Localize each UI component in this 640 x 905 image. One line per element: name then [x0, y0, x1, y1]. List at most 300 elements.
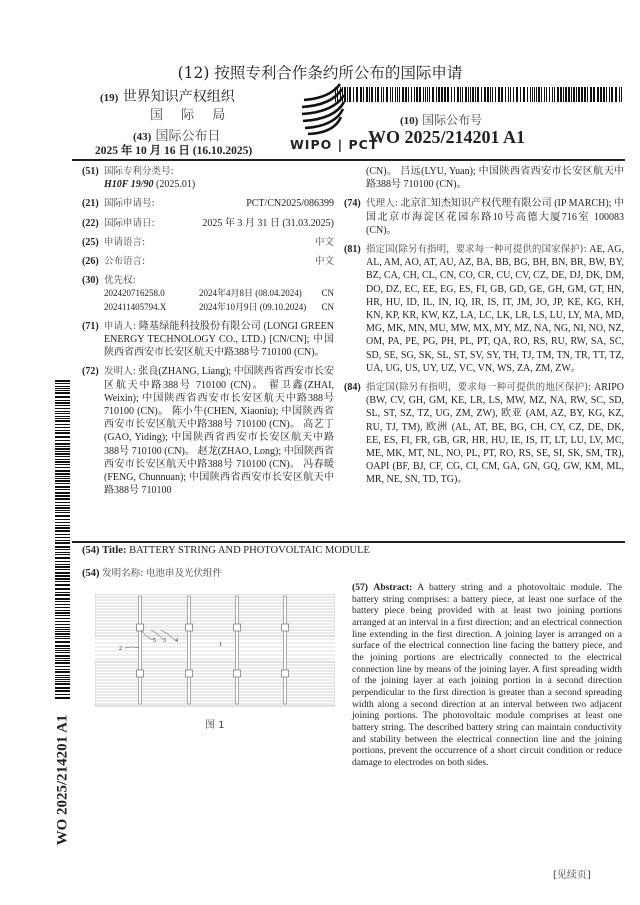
barcode-bar	[390, 87, 391, 102]
field-84-designated-regions	[344, 381, 624, 487]
barcode-bar	[557, 87, 559, 102]
barcode-bar	[55, 648, 70, 649]
barcode-bar	[530, 87, 531, 102]
barcode-bar	[55, 660, 70, 661]
barcode-bar	[552, 87, 553, 102]
barcode-bar	[55, 641, 70, 643]
connection-line	[139, 596, 142, 704]
connection-line	[236, 596, 239, 704]
barcode-bar	[55, 525, 70, 526]
barcode-bar	[408, 87, 409, 102]
barcode-bar	[470, 87, 471, 102]
barcode-bar	[427, 87, 428, 102]
barcode-bar	[419, 87, 421, 102]
barcode-bar	[55, 461, 70, 463]
barcode-bar	[55, 424, 70, 425]
continued-on-next-page: [见续页]	[553, 870, 591, 881]
barcode-bar	[371, 87, 373, 102]
barcode-bar	[55, 420, 70, 422]
barcode-bar	[55, 527, 70, 529]
barcode-bar	[490, 87, 491, 102]
field-value: 中文	[314, 256, 334, 268]
applicant-text: 隆基绿能科技股份有限公司 (LONGI GREEN ENERGY TECHNOLOGY CO., LTD.) [CN/CN]; 中国陕西省西安市长安区航天中路388号 710100 (CN)。	[104, 320, 335, 359]
joining-pad	[137, 670, 144, 677]
barcode-bar	[55, 549, 70, 550]
barcode-bar	[55, 436, 70, 438]
bibliographic-left-column	[82, 165, 334, 503]
barcode-bar	[366, 87, 368, 102]
figure-1-drawing	[95, 594, 335, 714]
field-code: (22)	[82, 217, 99, 229]
title-divider	[72, 541, 625, 543]
title-text: BATTERY STRING AND PHOTOVOLTAIC MODULE	[129, 545, 370, 556]
barcode-bar	[353, 87, 354, 102]
barcode-bar	[55, 618, 70, 619]
barcode-bar	[55, 683, 70, 685]
barcode-bar	[55, 383, 70, 384]
barcode-bar	[381, 87, 382, 102]
barcode-bar	[55, 598, 70, 600]
barcode-bar	[55, 607, 70, 608]
barcode-bar	[55, 666, 70, 667]
field-label: 申请语言:	[104, 236, 146, 248]
barcode-bar	[581, 87, 583, 102]
field-label: 国际专利分类号:	[104, 166, 174, 177]
barcode-bar	[563, 87, 564, 102]
barcode-bar	[615, 87, 617, 102]
barcode-bar	[549, 87, 550, 102]
barcode-bar	[55, 627, 70, 628]
barcode-bar	[441, 87, 443, 102]
barcode-bar	[527, 87, 528, 102]
joining-pad	[137, 624, 144, 631]
barcode-bar	[55, 675, 70, 676]
barcode-bar	[55, 515, 70, 517]
barcode-bar	[425, 87, 426, 102]
barcode-bar	[55, 495, 70, 497]
barcode-bar	[487, 87, 489, 102]
barcode-bar	[460, 87, 461, 102]
barcode-bar	[55, 629, 70, 630]
barcode-bar	[397, 87, 398, 102]
field-26-publication-language	[82, 255, 334, 268]
barcode-bar	[481, 87, 482, 102]
barcode-bar	[508, 87, 509, 102]
barcode-bar	[55, 540, 70, 541]
priority-number: 202420716258.0	[104, 288, 165, 299]
barcode-bar	[347, 87, 348, 102]
barcode-bar	[416, 87, 418, 102]
barcode-bar	[55, 621, 70, 622]
field-71-applicant	[82, 320, 334, 360]
field-label: 优先权:	[104, 275, 136, 287]
barcode-bar	[55, 386, 70, 387]
barcode-bar	[55, 601, 70, 602]
barcode-bar	[584, 87, 586, 102]
barcode-bar	[538, 87, 540, 102]
barcode-bar	[386, 87, 388, 102]
priority-date: 2024年4月8日 (08.04.2024)	[199, 288, 302, 299]
field-25-filing-language	[82, 236, 334, 249]
field-label: 代理人:	[366, 198, 398, 210]
title-code: (54)	[82, 568, 100, 579]
barcode-bar	[576, 87, 577, 102]
field-74-agent	[344, 197, 624, 237]
field-21-application-number	[82, 197, 334, 210]
field-51-classification	[82, 165, 334, 191]
priority-number: 202411405794.X	[104, 301, 167, 312]
barcode-bar	[55, 554, 70, 555]
title-text: 电池串及光伏组件	[145, 568, 222, 579]
barcode-bar	[356, 87, 358, 102]
barcode-bar	[55, 575, 70, 577]
barcode-bar	[55, 400, 70, 401]
barcode-bar	[600, 87, 602, 102]
barcode-bar	[392, 87, 393, 102]
barcode-bar	[55, 476, 70, 477]
regional-states-text: ARIPO (BW, CV, GH, GM, KE, LR, LS, MW, MZ, NA, RW, SC, SD, SL, ST, SZ, TZ, UG, ZM, ZW), 欧亚 (AM, AZ, BY, KG, KZ, RU, TJ, TM), 欧洲 (AL, AT, BE, BG, CH, CY, CZ, DE, DK, EE, ES, FI, FR, GB, GR, HR, HU, IE, IS, IT, LT, LU, LV, MC, ME, MK, MT, NL, NO, PL, PT, RO, RS, SE, SI, SK, SM, TR), OAPI (BF, BJ, CF, CG, CI, CM, GA, GN, GQ, GW, KM, ML, MR, NE, SN, TD, TG)。	[366, 382, 624, 486]
barcode-bar	[55, 694, 70, 695]
connection-line	[284, 596, 287, 704]
publication-date: 2025 年 10 月 16 日 (16.10.2025)	[95, 145, 253, 157]
barcode-bar	[472, 87, 474, 102]
barcode-bar	[55, 681, 70, 682]
barcode-bar	[546, 87, 547, 102]
publication-number-label	[400, 111, 482, 128]
barcode-bar	[55, 557, 70, 559]
barcode-bar	[590, 87, 592, 102]
barcode-bar	[510, 87, 511, 102]
figure-reference-label: 1	[219, 642, 222, 648]
barcode-bar	[55, 697, 70, 699]
barcode-bar	[55, 456, 70, 457]
barcode-bar	[55, 459, 70, 460]
barcode-bar	[395, 87, 396, 102]
field-code: (21)	[82, 198, 99, 210]
barcode-bar	[498, 87, 500, 102]
joining-pad	[282, 624, 289, 631]
barcode-bar	[568, 87, 570, 102]
field-81-designated-states	[344, 243, 624, 375]
barcode-bar	[536, 87, 537, 102]
barcode-bar	[55, 633, 70, 635]
barcode-bar	[55, 537, 70, 538]
barcode-bar	[606, 87, 607, 102]
chinese-title	[82, 565, 222, 579]
national-states-text: AE, AG, AL, AM, AO, AT, AU, AZ, BA, BB, BG, BH, BN, BR, BW, BY, BZ, CA, CH, CL, CN, CO, CR, CU, CV, CZ, DE, DJ, DK, DM, DO, DZ, EC, EE, EG, ES, FI, GB, GD, GE, GH, GM, GT, HN, HR, HU, ID, IL, IN, IQ, IR, IS, IT, JM, JO, JP, KE, KG, KH, KN, KP, KR, KW, KZ, LA, LC, LK, LR, LS, LU, LY, MA, MD, MG, MK, MN, MU, MW, MX, MY, MZ, NA, NG, NI, NO, NZ, OM, PA, PE, PG, PH, PL, PT, QA, RO, RS, RU, RW, SA, SC, SD, SE, SG, SK, SL, ST, SV, SY, TH, TJ, TM, TN, TR, TT, TZ, UA, UG, US, UY, UZ, VC, VN, WS, ZA, ZM, ZW。	[366, 244, 624, 374]
field-label: 指定国(除另有指明，要求每一种可提供的国家保护):	[366, 244, 587, 256]
barcode-bar	[55, 478, 70, 479]
joining-pad	[234, 624, 241, 631]
barcode-bar	[492, 87, 493, 102]
field-code: (72)	[82, 366, 99, 378]
barcode-bar	[55, 388, 70, 389]
barcode-bar	[55, 430, 70, 431]
barcode-bar	[55, 498, 70, 500]
abstract-label: Abstract:	[373, 582, 413, 593]
ipc-version: (2025.01)	[153, 179, 196, 191]
barcode-bar	[468, 87, 469, 102]
barcode-bar	[55, 486, 70, 488]
barcode-bar	[55, 669, 70, 670]
barcode-bar	[55, 655, 70, 657]
field-value: 中文	[314, 236, 334, 248]
barcode-bar	[619, 87, 620, 102]
barcode-bar	[55, 650, 70, 651]
barcode-bar	[55, 561, 70, 562]
barcode-bar	[383, 87, 384, 102]
barcode-bar	[337, 87, 338, 102]
barcode-bar	[363, 87, 364, 102]
barcode-bar	[55, 546, 70, 548]
organization-bureau: 国 际 局	[150, 108, 233, 123]
barcode-bar	[55, 658, 70, 659]
barcode-bar	[603, 87, 605, 102]
barcode-bar	[423, 87, 424, 102]
barcode-bar	[532, 87, 533, 102]
barcode-bar	[335, 87, 336, 102]
vertical-publication-number: WO 2025/214201 A1	[54, 714, 71, 846]
joining-pad	[186, 670, 193, 677]
field-code: (81)	[344, 244, 361, 256]
barcode-bar	[621, 87, 622, 102]
field-value: PCT/CN2025/086399	[246, 198, 334, 210]
barcode-bar	[438, 87, 440, 102]
org-code: (19)	[100, 92, 119, 104]
barcode-bar	[349, 87, 351, 102]
abstract-code: (57)	[352, 582, 368, 593]
barcode-bar	[55, 505, 70, 506]
barcode-bar	[565, 87, 567, 102]
field-72-inventors-continued	[344, 165, 624, 191]
barcode-bar	[477, 87, 479, 102]
barcode-bar	[344, 87, 346, 102]
priority-country: CN	[321, 301, 334, 312]
barcode-bar	[55, 443, 70, 445]
inventors-continued-text: (CN)。 吕远(LYU, Yuan); 中国陕西省西安市长安区航天中路388号 710100 (CN)。	[366, 166, 624, 191]
barcode-bar	[597, 87, 599, 102]
barcode-bar	[55, 480, 70, 482]
barcode-bar	[55, 427, 70, 428]
barcode-bar	[55, 392, 70, 394]
pub-no-label: 国际公布号	[422, 113, 483, 127]
pub-no-code: (10)	[400, 115, 419, 127]
field-72-inventors	[82, 365, 334, 497]
barcode-bar	[55, 534, 70, 535]
barcode-bar	[447, 87, 449, 102]
figure-reference-label: 4	[175, 638, 178, 644]
english-title	[82, 545, 370, 556]
barcode-bar	[55, 453, 70, 455]
barcode-bar	[55, 432, 70, 434]
barcode-bar	[55, 610, 70, 611]
barcode-bar	[55, 687, 70, 689]
organization-name	[100, 86, 235, 106]
field-30-priority	[82, 274, 334, 314]
figure-reference-label: 5	[153, 638, 156, 644]
barcode-bar	[340, 87, 341, 102]
pub-date-code: (43)	[133, 131, 152, 143]
figure-caption: 图 1	[205, 720, 225, 731]
joining-pad	[282, 670, 289, 677]
title-label: Title:	[102, 545, 127, 556]
barcode-bar	[593, 87, 595, 102]
barcode-bar	[571, 87, 572, 102]
barcode-bar	[55, 402, 70, 404]
barcode-bar	[55, 592, 70, 593]
barcode-bar	[55, 390, 70, 391]
barcode-bar	[55, 396, 70, 398]
barcode-bar	[375, 87, 376, 102]
barcode-bar	[55, 489, 70, 490]
barcode-bar	[55, 604, 70, 605]
barcode-bar	[411, 87, 412, 102]
barcode-bar	[55, 569, 70, 570]
barcode-bar	[432, 87, 434, 102]
barcode-bar	[516, 87, 518, 102]
barcode-bar	[55, 638, 70, 639]
barcode-bar	[501, 87, 503, 102]
barcode-bar	[55, 631, 70, 632]
barcode-bar	[513, 87, 514, 102]
priority-country: CN	[321, 288, 334, 299]
barcode-bar	[55, 446, 70, 447]
barcode-bar	[55, 413, 70, 414]
header-divider	[72, 159, 625, 161]
barcode-bar	[414, 87, 415, 102]
barcode-bar	[399, 87, 400, 102]
barcode-bar	[377, 87, 379, 102]
barcode-bar	[451, 87, 452, 102]
barcode-bar	[541, 87, 542, 102]
barcode-bar	[444, 87, 446, 102]
barcode-bar	[520, 87, 521, 102]
barcode-bar	[609, 87, 610, 102]
barcode-bar	[611, 87, 613, 102]
barcode-bar	[55, 411, 70, 412]
field-22-filing-date	[82, 217, 334, 230]
field-code: (71)	[82, 320, 99, 332]
barcode-bar	[55, 552, 70, 553]
field-label: 申请人:	[104, 320, 137, 332]
barcode-bar	[55, 584, 70, 586]
barcode-bar	[55, 581, 70, 582]
barcode-bar	[55, 470, 70, 472]
barcode-bar	[544, 87, 545, 102]
barcode-bar	[55, 594, 70, 596]
barcode-bar	[578, 87, 580, 102]
barcode-bar	[573, 87, 575, 102]
bibliographic-right-column	[344, 165, 624, 493]
barcode-bar	[55, 636, 70, 637]
barcode-bar	[342, 87, 343, 102]
barcode-bar	[429, 87, 430, 102]
barcode-bar	[587, 87, 588, 102]
barcode-bar	[55, 467, 70, 468]
barcode-bar	[55, 512, 70, 513]
barcode-bar	[505, 87, 506, 102]
priority-row	[104, 287, 334, 300]
barcode-bar	[457, 87, 459, 102]
barcode-bar	[495, 87, 496, 102]
barcode-bar	[55, 473, 70, 475]
priority-date: 2024年10月9日 (09.10.2024)	[199, 301, 307, 312]
barcode-bar	[55, 418, 70, 419]
barcode-bar	[55, 416, 70, 417]
field-label: 公布语言:	[104, 256, 146, 268]
figure-reference-label: 2	[119, 646, 122, 652]
barcode-bar	[462, 87, 463, 102]
barcode-bar	[55, 502, 70, 503]
barcode-bar	[55, 507, 70, 509]
barcode-bar	[484, 87, 486, 102]
inventors-text: 张良(ZHANG, Liang); 中国陕西省西安市长安区航天中路388号 710100 (CN)。 翟卫鑫(ZHAI, Weixin); 中国陕西省西安市长安区航天中路388号 710100 (CN)。 陈小牛(CHEN, Xiaoniu); 中国陕西省西安市长安区航天中路388号 710100 (CN)。 高艺丁(GAO, Yiding); 中国陕西省西安市长安区航天中路388号 710100 (CN)。 赵龙(ZHAO, Long); 中国陕西省西安市长安区航天中路388号 710100 (CN)。 冯春暖(FENG, Chunnuan); 中国陕西省西安市长安区航天中路388号 710100	[104, 366, 334, 497]
barcode-bar	[55, 440, 70, 441]
field-label: 发明人:	[104, 366, 136, 378]
priority-row	[104, 301, 334, 314]
org-name: 世界知识产权组织	[122, 89, 235, 105]
field-code: (84)	[344, 382, 361, 394]
barcode-bar	[465, 87, 467, 102]
title-label: 发明名称:	[102, 568, 144, 579]
barcode-bar	[55, 679, 70, 680]
barcode-bar	[369, 87, 370, 102]
connection-line	[188, 596, 191, 704]
publication-number: WO 2025/214201 A1	[368, 127, 526, 147]
barcode-bar	[55, 564, 70, 565]
barcode-bar	[55, 451, 70, 452]
figure-reference-label: 3	[163, 638, 166, 644]
field-code: (30)	[82, 275, 99, 287]
barcode-bar	[55, 522, 70, 523]
barcode-bar	[55, 671, 70, 673]
field-code: (25)	[82, 236, 99, 248]
barcode-bar	[454, 87, 455, 102]
barcode-bar	[55, 483, 70, 484]
barcode-bar	[55, 690, 70, 692]
field-code: (74)	[344, 198, 361, 210]
joining-pad	[186, 624, 193, 631]
barcode-bar	[55, 578, 70, 580]
barcode-bar	[55, 408, 70, 409]
agent-text: 北京汇知杰知识产权代理有限公司 (IP MARCH); 中国北京市海淀区花园东路10号高德大厦716室 100083 (CN)。	[366, 198, 625, 236]
barcode-bar	[534, 87, 535, 102]
joining-pad	[234, 670, 241, 677]
cell-outline	[95, 662, 335, 706]
barcode-bar	[55, 624, 70, 625]
barcode-bar	[55, 612, 70, 614]
barcode-bar	[55, 588, 70, 590]
abstract-text: A battery string and a photovoltaic module. The battery string comprises: a battery piece, at least one surface of the battery piece being provided with at least two joining portions arranged at an interval in a first direction; and an electrical connection line extending in the first direction. A joining layer is arranged on a surface of the electrical connection line facing the battery piece, and the joining portions are electrically connected to the electrical connection line by means of the joining layer. A first spreading width of the joining layer at each joining portion in a second direction perpendicular to the first direction is greater than a second spreading width along a second direction at an interval between two adjacent joining portions. The photovoltaic module comprises at least one battery string. The described battery string can maintain conductivity and stability between the electrical connection line and the joining portions, prevent the occurrence of a short circuit condition or reduce damage to electrodes on both sides.	[352, 582, 622, 768]
barcode-bar	[475, 87, 476, 102]
field-value: 2025 年 3 月 31 日 (31.03.2025)	[202, 217, 334, 229]
barcode-bar	[55, 448, 70, 450]
barcode	[335, 87, 625, 102]
field-label: 指定国(除另有指明，要求每一种可提供的地区保护):	[366, 382, 592, 394]
field-code: (26)	[82, 256, 99, 268]
field-label: 国际申请号:	[104, 198, 155, 210]
barcode-bar	[55, 572, 70, 574]
title-code: (54)	[82, 545, 100, 556]
barcode-bar	[405, 87, 407, 102]
barcode-bar	[360, 87, 362, 102]
ipc-code: H10F 19/90	[104, 179, 154, 191]
barcode-bar	[55, 542, 70, 544]
barcode-bar	[55, 566, 70, 568]
field-code: (51)	[82, 166, 99, 177]
barcode-bar	[55, 677, 70, 678]
abstract	[352, 582, 622, 769]
